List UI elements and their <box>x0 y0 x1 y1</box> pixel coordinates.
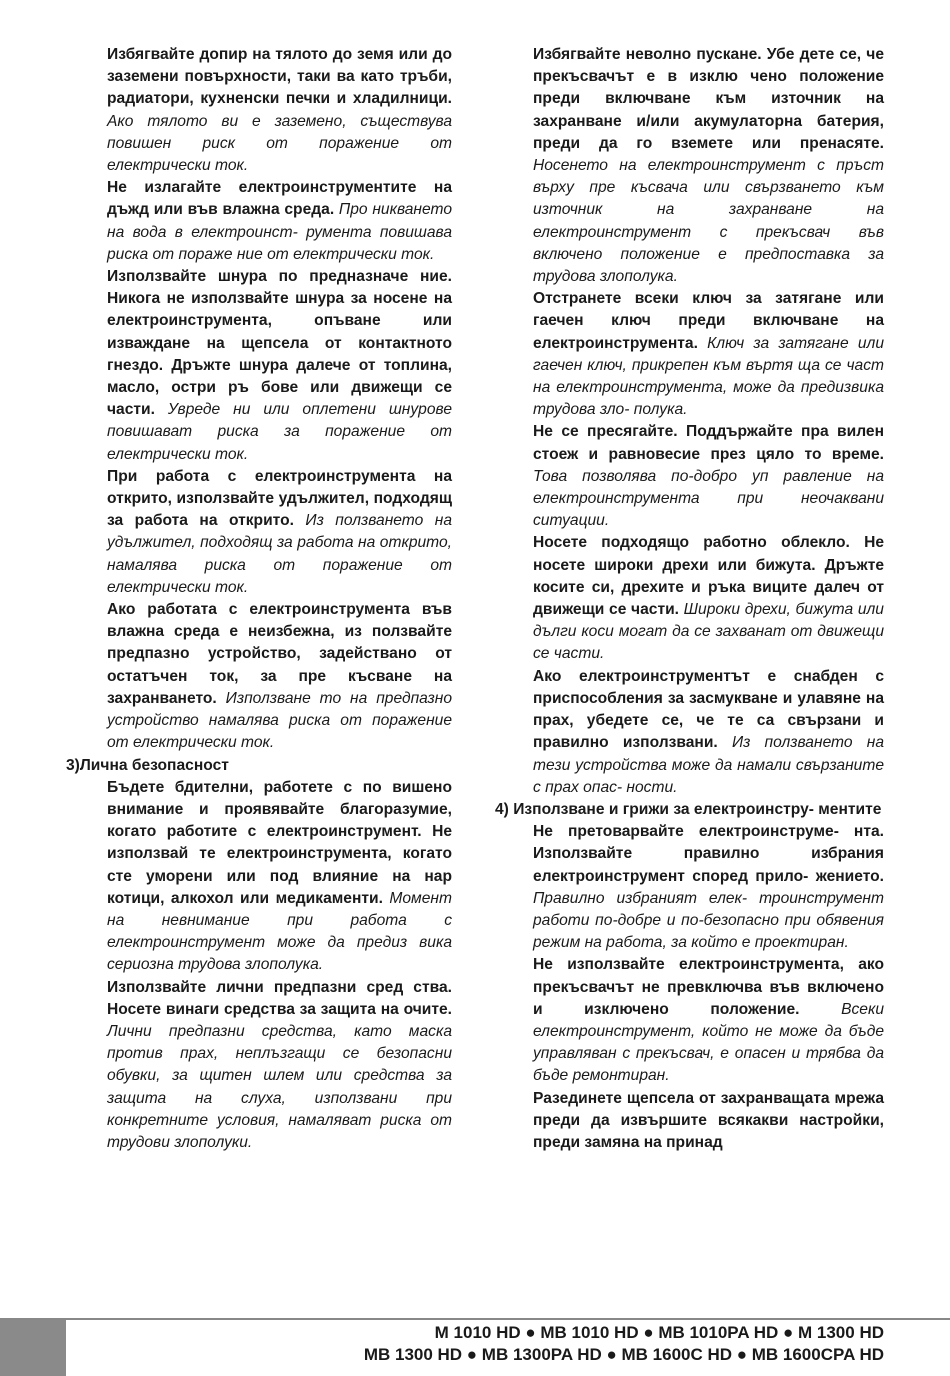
paragraph-italic: Правилно избраният елек- троинструмент работи по-добре и по-безопасно при обявения режим на работа, за който е проектиран. <box>533 889 884 952</box>
paragraph <box>107 777 452 977</box>
section-heading: 3)Лична безопасност <box>66 756 229 774</box>
paragraph-italic: Момент на невнимание при работа с електроинструмент може да предиз вика сериозна трудова злополука. <box>107 889 452 974</box>
paragraph-bold: Носете подходящо работно облекло. Не носете широки дрехи или бижута. Дръжте косите си, дрехите и ръка виците далеч от движещи се части. <box>533 534 884 619</box>
paragraph-bold: Използвайте шнура по предназначе ние. Никога не използвайте шнура за носене на електроинструмента, опъване или изваждане на щепсела от контактното гнездо. Дръжте шнура далече от топлина, масло, остри ръ бове или движещи се части. <box>107 268 452 419</box>
paragraph-italic: Про никването на вода в електроинст- румента повишава риска от пораже ние от електрически ток. <box>107 201 452 263</box>
paragraph <box>107 44 452 177</box>
paragraph-italic: Лични предпазни средства, като маска против прах, неплъзгащи се безопасни обувки, за щитен шлем или средства за защита на слуха, използвани при конкретните условия, намаляват риска от трудови злополуки. <box>107 1022 452 1151</box>
paragraph-bold: Не излагайте електроинструментите на дъжд или във влажна среда. <box>107 179 452 219</box>
paragraph <box>533 44 884 288</box>
paragraph-bold: Бъдете бдителни, работете с по вишено внимание и проявявайте благоразумие, когато работите с електроинструмент. Не използвай те електроинструмента, когато сте уморени или под влияние на нар котици, алкохол или медикаменти. <box>107 778 452 907</box>
footer-divider <box>0 1318 950 1320</box>
footer-models-line-1: M 1010 HD ● MB 1010 HD ● MB 1010PA HD ● M 1300 HD <box>434 1323 884 1342</box>
left-column <box>66 44 452 1154</box>
footer-models-line-2: MB 1300 HD ● MB 1300PA HD ● MB 1600C HD ● MB 1600CPA HD <box>363 1344 884 1364</box>
paragraph <box>533 1088 884 1155</box>
paragraph-italic: Носенето на електроинструмент с пръст върху пре късвача или свързването към източник на захранване на електроинструмент с прекъсвач във включено положение е предпоставка за трудова злополука. <box>533 157 884 286</box>
paragraph-bold: При работа с електроинструмента на открито, използвайте удължител, подходящ за работа на открито. <box>107 467 452 530</box>
page-corner-block <box>0 1320 66 1376</box>
paragraph <box>107 266 452 466</box>
paragraph-bold: Избягвайте неволно пускане. Убе дете се, че прекъсвачът е в изклю чено положение преди включване към източник на захранване и/или акумулаторна батерия, преди да го вземете или пренасяте. <box>533 46 884 152</box>
paragraph-italic: Това позволява по-добро уп равление на електроинструмента при неочаквани ситуации. <box>533 467 884 530</box>
paragraph <box>533 666 884 799</box>
paragraph <box>107 599 452 754</box>
paragraph <box>533 954 884 1087</box>
paragraph-italic: Увреде ни или оплетени шнурове повишават риска за поражение от електрически ток. <box>107 401 452 463</box>
paragraph <box>107 977 452 1155</box>
paragraph-bold: Отстранете всеки ключ за затягане или гаечен ключ преди включване на електроинструмента. <box>533 290 884 352</box>
paragraph-italic: Из ползването на удължител, подходящ за работа на открито, намалява риска от поражение от електрически ток. <box>107 512 452 596</box>
paragraph-bold: Избягвайте допир на тялото до земя или до заземени повърхности, таки ва като тръби, радиатори, кухненски печки и хладилници. <box>107 46 452 108</box>
section-heading: 4) Използване и грижи за електроинстру- ментите <box>495 800 882 818</box>
footer-models <box>364 1322 884 1365</box>
paragraph <box>533 288 884 421</box>
paragraph-bold: Ако електроинструментът е снабден с приспособления за засмукване и улавяне на прах, убедете се, че те са свързани и правилно използвани. <box>533 667 884 752</box>
paragraph-italic: Ако тялото ви е заземено, съществува повишен риск от поражение от електрически ток. <box>107 112 452 175</box>
paragraph <box>533 821 884 954</box>
paragraph <box>533 421 884 532</box>
paragraph <box>107 177 452 266</box>
paragraph-italic: Използване то на предпазно устройство намалява риска от поражение от електрически ток. <box>107 689 452 752</box>
paragraph-bold: Не претоварвайте електроинструме- нта. Използвайте правилно избрания електроинструмент според прило- жението. <box>533 823 884 885</box>
paragraph-bold: Не използвайте електроинструмента, ако прекъсвачът не превключва във включено и изключено положение. <box>533 956 884 1018</box>
paragraph-bold: Ако работата с електроинструмента във влажна среда е неизбежна, из ползвайте предпазно устройство, задействано от остатъчен ток, за пре късване на захранването. <box>107 601 452 707</box>
paragraph-italic: Ключ за затягане или гаечен ключ, прикрепен към въртя ща се част на електроинструмента, може да предизвика трудова зло- полука. <box>533 334 884 419</box>
paragraph-bold: Използвайте лични предпазни сред ства. Носете винаги средства за защита на очите. <box>107 978 452 1018</box>
paragraph-italic: Широки дрехи, бижута или дълги коси могат да се захванат от движещи се части. <box>533 601 884 663</box>
paragraph-italic: Всеки електроинструмент, който не може да бъде управляван с прекъсвач, е опасен и трябва да бъде ремонтиран. <box>533 1000 884 1085</box>
right-column <box>495 44 884 1154</box>
paragraph <box>533 532 884 665</box>
paragraph-bold: Не се пресягайте. Поддържайте пра вилен стоеж и равновесие през цяло то време. <box>533 423 884 463</box>
paragraph <box>107 466 452 599</box>
paragraph-italic: Из ползването на тези устройства може да намали свързаните с прах опас- ности. <box>533 734 884 796</box>
paragraph-bold: Разединете щепсела от захранващата мрежа преди да извършите всякакви настройки, преди замяна на принад <box>533 1089 884 1151</box>
